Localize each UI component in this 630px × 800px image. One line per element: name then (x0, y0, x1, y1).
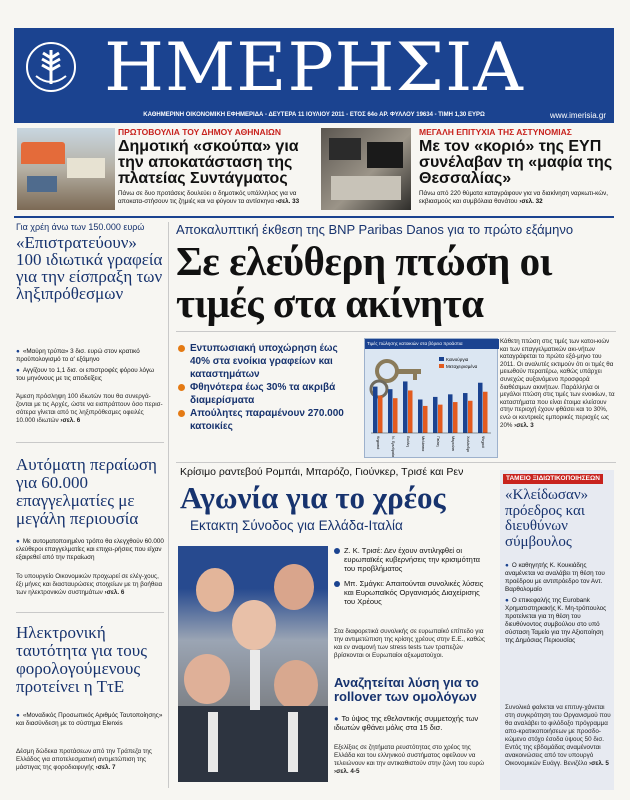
legend-label-used: Μεταχειρισμένα (446, 364, 478, 369)
mid-sub-bullets (334, 714, 492, 732)
right-box-bullets (505, 562, 613, 645)
bar-used-2 (393, 398, 398, 433)
left-story1-headline[interactable]: «Επιστρατεύουν» 100 ιδιωτικά γραφεία για την είσπραξη των ληξιπρόθεσμων (16, 233, 163, 303)
left-story3-text: Δέσμη δώδεκα προτάσεων από την Τράπεζα της Ελλάδος για αποτελεσματική αντιμετώπιση της μάστιγας της φοροδιαφυγής ›σελ. 7 (16, 748, 152, 771)
bar-used-4 (423, 406, 428, 433)
bar-used-7 (468, 401, 473, 433)
bar-new-6 (448, 394, 453, 433)
mid-headline[interactable]: Αγωνία για το χρέος (180, 480, 446, 515)
bar-new-1 (373, 387, 378, 433)
masthead-info-strip: ΚΑΘΗΜΕΡΙΝΗ ΟΙΚΟΝΟΜΙΚΗ ΕΦΗΜΕΡΙΔΑ - ΔΕΥΤΕΡΑ 11 ΙΟΥΛΙΟΥ 2011 - ΕΤΟΣ 64ο ΑΡ. ΦΥΛΛΟΥ 19634 - ΤΙΜΗ 1,30 ΕΥΡΩ (143, 112, 485, 118)
keys-illustration (371, 361, 421, 397)
bar-used-5 (438, 405, 443, 433)
left-story3-bullet-1: ● «Μοναδικός Προσωπικός Αριθμός Ταυτοποίησης» και διασύνδεση με το σύστημα Elenxis (16, 712, 164, 728)
lead-headline[interactable]: Σε ελεύθερη πτώση οι τιμές στα ακίνητα (176, 238, 552, 326)
lead-kicker: Αποκαλυπτική έκθεση της BNP Paribas Danos για το πρώτο εξάμηνο (176, 222, 574, 237)
left-story2-page-ref[interactable]: σελ. 6 (106, 589, 125, 596)
lead-body: Κάθετη πτώση στις τιμές των κατοι-κιών και των επαγγελματικών ακι-νήτων καταγράφεται το πρώτο εξά-μηνο του 2011. Οι αναλυτές εκτιμούν ότι οι τιμές θα μειωθούν περαιτέρω, καθώς υπάρχει συνεχώς αυξανόμενο προσφορά διαθέσιμων ακινήτων. Παράλληλα οι μεγάλοι πτώση στις τιμές των ενοικίων, τα καταστήματα που είναι έτοιμα κλείσουν στην περιοχή έχουν φθάσει και το 30%, ενώ οι κεντρικές εμπορικές περιοχές ως 20% ›σελ. 3 (500, 338, 615, 429)
left-divider-2 (16, 612, 164, 613)
eu-leaders-photo (178, 546, 328, 782)
section-divider (14, 216, 614, 218)
bar-used-6 (453, 402, 458, 433)
mid-body: Στα διαφορετικά συνολικής σε ευρωπαϊκό επίπεδο για την αντιμετώπιση της κρίσης χρέους στην Ε.Ε., καθώς και εν αναμονή των stress tests των τραπεζών βρίσκονται οι Ευρωπαίοι αξιωματούχοι. (334, 628, 485, 659)
chart-x-label-7: Χαλάνδρι (466, 436, 470, 452)
left-story1-bullets (16, 348, 164, 383)
chart-x-label-1: Κηφισιά (376, 436, 380, 450)
left-divider-1 (16, 442, 164, 443)
mid-divider (176, 462, 616, 463)
right-box-bullet-1: ● Ο καθηγητής Κ. Κουκιάδης αναμένεται να αναλάβει τη θέση του προέδρου με αντιπρόεδρο τον Αντ. Βαρθολομαίο (505, 562, 613, 594)
mid-subhead: Εκτακτη Σύνοδος για Ελλάδα-Ιταλία (190, 518, 403, 533)
mid-kicker: Κρίσιμο ραντεβού Ρομπάι, Μπαρόζο, Γιούνκερ, Τρισέ και Ρεν (180, 466, 464, 478)
chart-title: Τιμές πώλησης κατοικιών στα βόρεια προάστια (365, 339, 499, 349)
bar-new-5 (433, 397, 438, 433)
right-box-bullet-2: ● Ο επικεφαλής της Eurobank Χρηματιστηριακής Κ. Μη-τρόπουλος προτείνεται για τη θέση του διευθύνοντος συμβούλου στο υπό σύσταση Ταμείο για την Αξιοποίηση της Δημόσιας Περιουσίας (505, 597, 613, 645)
masthead (14, 28, 614, 123)
right-box-headline[interactable]: «Κλείδωσαν» πρόεδρος και διευθύνων σύμβουλος (505, 487, 589, 550)
legend-swatch-new (439, 357, 444, 361)
lead-bullets (178, 342, 360, 433)
mid-bullet-2: Μπ. Σμάγκι: Απαιτούνται συνολικές λύσεις και Ευρωπαϊκός Οργανισμός Διαχείρισης του Χρέους (334, 579, 492, 606)
masthead-title: ΗΜΕΡΗΣΙΑ (104, 29, 524, 106)
syntagma-square-photo (17, 128, 115, 210)
teaser-left-text: Πάνω σε δυο προτάσεις δουλεύει ο δημοτικός υπάλληλος για να αποκατα-στήσουν τις ζημιές και να φύγουν τα αντίσκηνα ›σελ. 33 (118, 190, 300, 205)
left-story2-bullets (16, 538, 164, 562)
chart-x-label-6: Μαρούσι (451, 436, 455, 451)
lead-bullet-1: Εντυπωσιακή υποχώρηση έως 40% στα ενοίκια γραφείων και καταστημάτων (178, 342, 360, 381)
right-box-text: Συνολικά φαίνεται να επιτυγ-χάνεται στη συγκρότηση του Οργανισμού που θα αναλάβει το φιλόδοξο πρόγραμμα απο-κρατικοποιήσεων με προσδο-κώμενο στόχο έσοδα ύψους 50 δισ. Εντός της εβδομάδας αναμένονται ανακοινώσεις από τον υπουργό Οικονομικών Ευάγγ. Βενιζέλο ›σελ. 5 (505, 704, 611, 767)
lead-bullet-2: Φθηνότερα έως 30% τα ακριβά διαμερίσματα (178, 381, 360, 407)
bar-used-1 (378, 396, 383, 433)
bar-new-2 (388, 389, 393, 433)
left-story2-text: Το υπουργείο Οικονομικών προχωρεί σε ελέγ-χους, έξι μήνες και διασταυρώσεις στοιχείων με τη βοήθεια των ηλεκτρονικών συστημάτων ›σελ. 6 (16, 573, 163, 596)
left-story1-bullet-2: ● Αγγίζουν το 1,1 δισ. οι επιστροφές φόρου λόγω του μηνόνους με τις αποδείξεις (16, 367, 164, 383)
teaser-right-text: Πάνω από 220 θύματα καταγράφουν για να διακίνηση ναρκωτι-κών, εκβιασμούς και συμβόλαια θανάτου ›σελ. 32 (419, 190, 609, 205)
left-story1-kicker: Για χρέη άνω των 150.000 ευρώ (16, 222, 145, 232)
bar-new-8 (478, 383, 483, 433)
left-story3-bullets (16, 712, 164, 728)
mid-sub-headline[interactable]: Αναζητείται λύση για το rollover των ομολόγων (334, 675, 479, 704)
chart-x-label-5: Πεύκη (436, 436, 440, 447)
bar-used-3 (408, 390, 413, 433)
mid-bullet-1: Ζ. Κ. Τρισέ: Δεν έχουν αντιληφθεί οι ευρωπαϊκές κυβερνήσεις την κρισιμότητα του προβλήματος (334, 546, 492, 573)
left-story2-bullet-1: ● Με αυτοματοποιημένο τρόπο θα ελεγχθούν 60.000 ελεύθεροι επαγγελματίες και επιχει-ρήσεις που είχαν εξαιρεθεί από την περαίωση (16, 538, 164, 562)
mid-sub-text: Εξελίξεις σε ζητήματα ρευστότητας στο χρέος της Ελλάδα και του ελληνικού συστήματος οφείλουν να τελειώνουν και την αντικαθιστούν στην ζώνη του ευρώ ›σελ. 4-5 (334, 744, 485, 775)
left-column-divider (168, 222, 169, 788)
legend-swatch-used (439, 364, 444, 368)
mid-sub-page-ref[interactable]: σελ. 4-5 (336, 768, 360, 775)
teaser-right-page-ref[interactable]: σελ. 32 (521, 197, 543, 205)
masthead-website-link[interactable]: www.imerisia.gr (549, 111, 606, 120)
lead-bullet-3: Απούλητες παραμένουν 270.000 κατοικίες (178, 407, 360, 433)
mid-bullets (334, 546, 492, 612)
lead-page-ref[interactable]: σελ. 3 (516, 421, 534, 429)
chart-x-label-2: Ν. Ερυθραία (391, 436, 395, 457)
legend-label-new: Καινούργια (446, 357, 469, 362)
teaser-right-kicker: ΜΕΓΑΛΗ ΕΠΙΤΥΧΙΑ ΤΗΣ ΑΣΤΥΝΟΜΙΑΣ (419, 127, 572, 137)
right-box-kicker: ΤΑΜΕΙΟ ΞΙΔΙΩΤΙΚΟΠΟΙΗΣΕΩΝ (503, 474, 603, 484)
left-story1-text: Άμεση πρόσληψη 100 ιδιωτών που θα συνεργά-ζονται με τις Αρχές, ώστε να εισπράττουν όσο περισ-σότερα γίνεται από τις ληξιπρόθεσμες οφειλές 10.000 ιδιωτών ›σελ. 6 (16, 393, 163, 424)
bar-new-4 (418, 399, 423, 433)
chart-x-label-3: Εκάλη (406, 436, 410, 447)
left-story3-headline[interactable]: Ηλεκτρονική ταυτότητα για τους φορολογούμενους προτείνει η ΤτΕ (16, 623, 147, 696)
police-evidence-photo (321, 128, 411, 210)
teaser-right-headline[interactable]: Με τον «κοριό» της ΕΥΠ συνέλαβαν τη «μαφία της Θεσσαλίας» (419, 138, 613, 187)
chart-x-label-8: Ψυχικό (481, 436, 485, 449)
mid-sub-bullet-1: ● Το ύψος της εθελοντικής συμμετοχής των ιδιωτών φθάνει μόλις στα 15 δισ. (334, 714, 492, 732)
price-chart (364, 338, 498, 458)
left-story2-headline[interactable]: Αυτόματη περαίωση για 60.000 επαγγελματίες με μεγάλη περιουσία (16, 455, 157, 528)
bar-new-3 (403, 381, 408, 433)
chart-x-label-4: Μελίσσια (421, 436, 425, 452)
bar-used-8 (483, 392, 488, 433)
bar-new-7 (463, 393, 468, 433)
right-box-page-ref[interactable]: σελ. 5 (591, 760, 609, 767)
teaser-left-kicker: ΠΡΩΤΟΒΟΥΛΙΑ ΤΟΥ ΔΗΜΟΥ ΑΘΗΝΑΙΩΝ (118, 127, 282, 137)
left-story3-page-ref[interactable]: σελ. 7 (97, 764, 116, 771)
left-story1-page-ref[interactable]: σελ. 6 (62, 417, 81, 424)
left-story1-bullet-1: ● «Μαύρη τρύπα» 3 δισ. ευρώ στον κρατικό προϋπολογισμό το α' εξάμηνο (16, 348, 164, 364)
lead-divider (176, 331, 616, 332)
teaser-left-headline[interactable]: Δημοτική «σκούπα» για την αποκατάσταση της πλατείας Συντάγματος (118, 138, 299, 187)
teaser-left-page-ref[interactable]: σελ. 33 (277, 197, 300, 205)
chart-svg (365, 349, 497, 457)
